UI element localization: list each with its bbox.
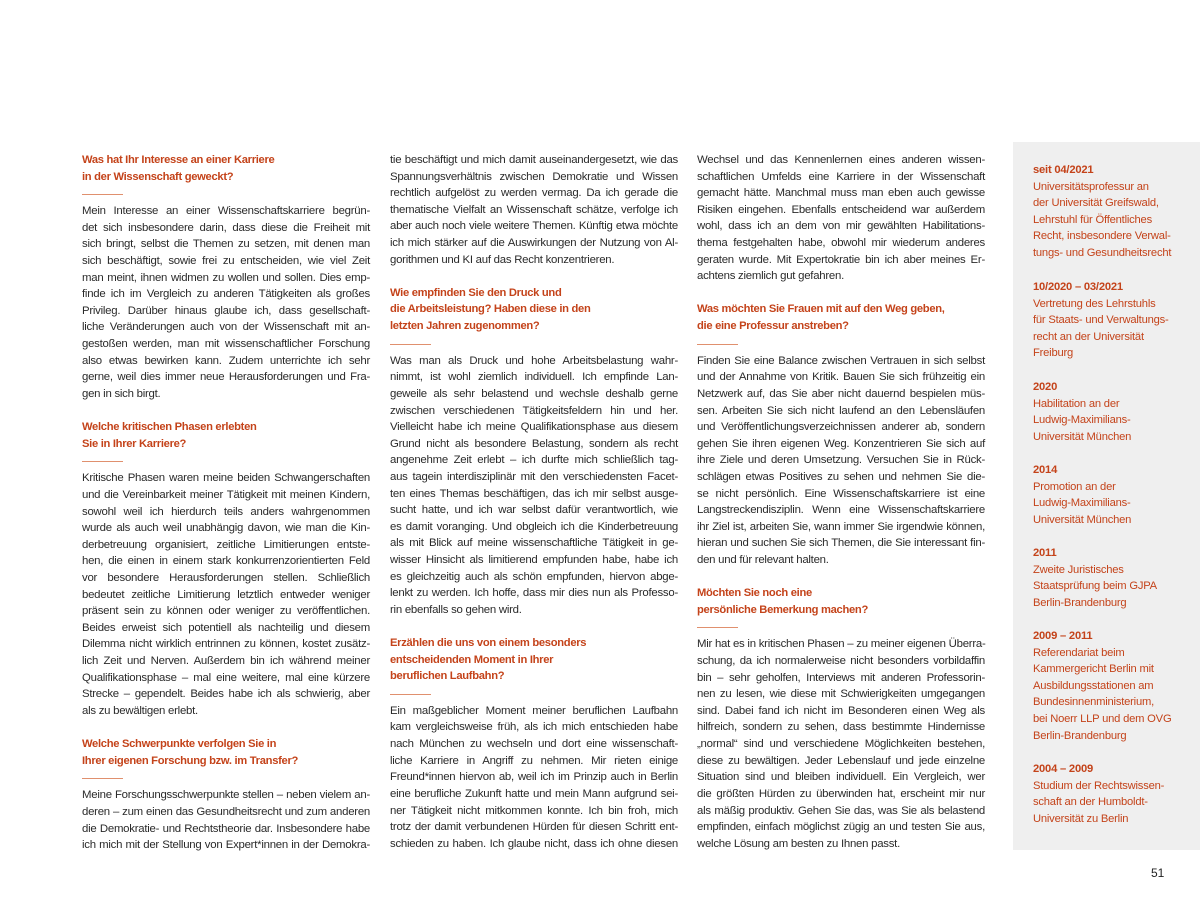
cv-entry-date: 2011 bbox=[1033, 547, 1057, 559]
text-line: und der Annahme von Kritik. Bauen Sie sich frühzeitig ein bbox=[697, 371, 985, 384]
text-line: Vielleicht habe ich meine Qualifikationsphase aus diesem bbox=[390, 421, 678, 434]
text-line: eine berufliche Zukunft hatte und mein Mann aufgrund sei- bbox=[390, 787, 678, 800]
text-line: ten eines Themas beschäftigen, das ich mir selbst ausge- bbox=[390, 487, 678, 500]
cv-entry-line: Habilitation an der bbox=[1033, 397, 1120, 410]
interview-answer bbox=[82, 203, 370, 402]
text-line: die eine Professur anstreben? bbox=[697, 320, 849, 333]
text-line: die Arbeitsleistung? Haben diese in den bbox=[390, 303, 591, 316]
interview-question bbox=[697, 585, 985, 618]
text-line: rin ebenfalls so gehen wird. bbox=[390, 603, 522, 616]
text-line: gen in sich birgt. bbox=[82, 387, 161, 400]
cv-entry-line: Vertretung des Lehrstuhls bbox=[1033, 297, 1156, 310]
text-line: Ihrer eigenen Forschung bzw. im Transfer? bbox=[82, 754, 299, 767]
page-number: 51 bbox=[1151, 866, 1165, 880]
text-line: man meint, ihnen widmen zu wollen und sollen. Dies emp- bbox=[82, 271, 370, 284]
text-line: thema festgehalten habe, obwohl mir wiederum anderes bbox=[697, 237, 985, 250]
text-line: präsent sein zu können oder weniger zu veröffentlichen. bbox=[82, 605, 370, 618]
text-line: hieran und suchen Sie sich Themen, die Sie interessant fin- bbox=[697, 537, 985, 550]
text-line: Situation sind und bleiben individuell. Ein Vergleich, wer bbox=[697, 771, 985, 784]
text-line: empfinden, einfach möglichst zügig an und testen Sie aus, bbox=[697, 821, 985, 834]
cv-entry-line: Ludwig-Maximilians- bbox=[1033, 414, 1131, 427]
text-line: bedeutet zeitliche Limitierung letztlich entweder weniger bbox=[82, 588, 370, 601]
text-line: kam vergleichsweise früh, als ich mich entschieden habe bbox=[390, 721, 678, 734]
text-line: vor besondere Herausforderungen stellen. Schließlich bbox=[82, 572, 370, 584]
text-line: se nicht persönlich. Eine Wissenschaftskarriere ist eine bbox=[697, 487, 985, 500]
text-line: sich bringt, selbst die Themen zu setzen, mit denen man bbox=[82, 238, 370, 251]
interview-question bbox=[82, 736, 370, 769]
text-line: wisser Hinsicht als limitierend empfunden habe, habe ich bbox=[390, 554, 678, 566]
text-line: Möchten Sie noch eine bbox=[697, 587, 812, 600]
text-line: gehen Sie ihren eigenen Weg. Konzentrieren Sie sich auf bbox=[697, 437, 985, 450]
cv-entry-line: schaft an der Humboldt- bbox=[1033, 796, 1148, 809]
cv-entry-line: Berlin-Brandenburg bbox=[1033, 596, 1127, 609]
cv-entry bbox=[1033, 379, 1131, 445]
interview-answer bbox=[697, 353, 985, 569]
cv-entry-line: Freiburg bbox=[1033, 347, 1074, 360]
question-divider bbox=[390, 694, 431, 695]
text-line: Spannungsverhältnis zwischen Demokratie und Wissen bbox=[390, 170, 678, 183]
text-line: schlägen etwas Positives zu sehen und nehmen Sie die- bbox=[697, 470, 985, 483]
text-line: det sich insbesondere darin, dass diese die Freiheit mit bbox=[82, 221, 370, 234]
text-line: gestoßen werden, man mit wissenschaftlicher Forschung bbox=[82, 338, 370, 351]
cv-entry-line: der Universität Greifswald, bbox=[1033, 197, 1159, 210]
text-line: Kritische Phasen waren meine beiden Schwangerschaften bbox=[82, 472, 370, 485]
text-line: wohl, dass ich an dem von mir gewählten Habilitations- bbox=[697, 220, 985, 233]
text-line: Ein maßgeblicher Moment meiner beruflichen Laufbahn bbox=[390, 704, 678, 717]
text-line: geraten wurde. Mit Expertokratie bin ich aber meines Er- bbox=[697, 253, 985, 266]
text-line: ihre Ziele und deren Umsetzung. Versuchen Sie in Rück- bbox=[697, 454, 985, 467]
interview-answer bbox=[390, 703, 678, 852]
text-line: als zu bewältigen erlebt. bbox=[82, 704, 198, 717]
text-line: in der Wissenschaft geweckt? bbox=[82, 170, 234, 183]
cv-entry-line: Recht, insbesondere Verwal- bbox=[1033, 230, 1171, 243]
text-line: rechtlich aufgelöst zu werden vermag. Da ich gerade die bbox=[390, 187, 678, 200]
text-line: Sie in Ihrer Karriere? bbox=[82, 437, 187, 450]
cv-entry bbox=[1033, 279, 1169, 362]
text-line: lich Zeit und Nerven. Außerdem bin ich während meiner bbox=[82, 655, 370, 668]
text-line: Mein Interesse an einer Wissenschaftskarriere begrün- bbox=[82, 205, 370, 218]
text-line: Dilemma nicht wirklich entrinnen zu können, kostet zusätz- bbox=[82, 638, 370, 651]
cv-entry-line: für Staats- und Verwaltungs- bbox=[1033, 314, 1169, 327]
text-line: es damit voranging. Und obgleich ich die Kinderbetreuung bbox=[390, 520, 678, 533]
question-divider bbox=[697, 627, 738, 628]
cv-entry-date: seit 04/2021 bbox=[1033, 164, 1094, 176]
text-line: Erzählen die uns von einem besonders bbox=[390, 637, 587, 650]
interview-answer bbox=[82, 787, 370, 853]
text-line: ihr Ziel ist, arbeiten Sie, wann immer Sie irgendwie können, bbox=[697, 520, 985, 533]
cv-entry-date: 10/2020 – 03/2021 bbox=[1033, 281, 1123, 293]
text-line: schaftlichen Umfelds eine Karriere in der Wissenschaft bbox=[697, 170, 985, 183]
text-line: Mir hat es in kritischen Phasen – zu meiner eigenen Überra- bbox=[697, 638, 986, 651]
text-line: Strecke – gependelt. Beides habe ich als schwierig, aber bbox=[82, 688, 370, 701]
text-line: Netzwerk auf, das Sie aber nicht dauernd bespielen müs- bbox=[697, 387, 985, 400]
text-line: derbetreuung organisiert, zeitliche Limitierungen entste- bbox=[82, 538, 370, 551]
cv-entry-line: bei Noerr LLP und dem OVG bbox=[1033, 712, 1172, 725]
text-line: persönliche Bemerkung machen? bbox=[697, 603, 868, 616]
interview-question bbox=[697, 301, 985, 334]
cv-entry-date: 2014 bbox=[1033, 464, 1058, 476]
text-line: den und für relevant halten. bbox=[697, 554, 829, 566]
cv-entry-date: 2009 – 2011 bbox=[1033, 630, 1093, 642]
text-line: es gleichzeitig auch als schön empfunden, hiervon abge- bbox=[390, 570, 678, 583]
text-line: ner Tätigkeit nicht mitkommen konnte. Ich bin froh, mich bbox=[390, 804, 678, 817]
text-line: Finden Sie eine Balance zwischen Vertrauen in sich selbst bbox=[697, 354, 985, 367]
text-line: Grund nicht als besondere Belastung, sondern als recht bbox=[390, 437, 678, 450]
text-line: geweile als sehr belastend und wechsle deshalb gerne bbox=[390, 387, 678, 400]
text-line: sucht hatte, und ich war selbst dafür verantwortlich, wie bbox=[390, 504, 678, 517]
text-line: Welche kritischen Phasen erlebten bbox=[82, 421, 257, 434]
text-line: hen, die einen in einem stark konkurrenzorientierten Feld bbox=[82, 555, 370, 568]
interview-answer bbox=[697, 636, 985, 852]
text-line: gorithmen und KI auf das Recht konzentrieren. bbox=[390, 253, 615, 266]
text-line: liche Karriere in Angriff zu nehmen. Mir rieten einige bbox=[390, 754, 678, 767]
text-line: also etwas bewirken kann. Zudem unterrichte ich sehr bbox=[82, 354, 370, 367]
cv-entry-line: Promotion an der bbox=[1033, 480, 1116, 493]
text-line: als mäßig produktiv. Gehen Sie das, was Sie als belastend bbox=[697, 804, 985, 817]
interview-question bbox=[390, 635, 678, 685]
text-line: Was man als Druck und hohe Arbeitsbelastung wahr- bbox=[390, 354, 678, 367]
text-column-2 bbox=[390, 152, 678, 869]
cv-entry bbox=[1033, 628, 1171, 744]
interview-question bbox=[82, 419, 370, 452]
cv-entry bbox=[1033, 545, 1157, 611]
text-line: Beides erweist sich potentiell als nachteilig und diesem bbox=[82, 621, 370, 634]
text-line: Risiken eingehen. Ebenfalls entscheidend war außerdem bbox=[697, 203, 985, 216]
text-line: Wechsel und das Kennenlernen eines anderen wissen- bbox=[697, 154, 985, 166]
text-line: hilfreich, sondern zu sehen, dass bestimmte Hindernisse bbox=[697, 721, 985, 734]
text-line: „normal“ sind und verschiedene Möglichkeiten bestehen, bbox=[697, 738, 985, 751]
text-line: lenkt zu werden. Ich hoffe, dass mir dies nun als Professo- bbox=[390, 587, 678, 600]
text-line: angenehme Zeit erlebt – ich durfte mich schließlich tag- bbox=[390, 454, 678, 467]
interview-answer bbox=[390, 353, 678, 619]
cv-entry-line: recht an der Universität bbox=[1033, 330, 1144, 343]
text-line: finde ich im Vergleich zu anderen Tätigkeiten als großes bbox=[82, 288, 370, 301]
cv-entry-line: Berlin-Brandenburg bbox=[1033, 729, 1127, 742]
text-line: die größten Hürden zu überwinden hat, erscheint mir nur bbox=[697, 787, 985, 800]
text-line: ich mich mit der Stellung von Expert*innen in der Demokra- bbox=[82, 839, 370, 852]
cv-entry-line: Universität München bbox=[1033, 513, 1132, 526]
question-divider bbox=[82, 194, 123, 195]
cv-entry-line: Zweite Juristisches bbox=[1033, 563, 1124, 576]
text-line: wurde als auch weil unabhängig davon, wie man die Kin- bbox=[82, 522, 370, 535]
cv-entry-line: Kammergericht Berlin mit bbox=[1033, 663, 1154, 676]
text-line: ich mich stärker auf die Auswirkungen der Nutzung von Al- bbox=[390, 237, 678, 250]
cv-entry bbox=[1033, 761, 1164, 827]
cv-entry-line: tungs- und Gesundheitsrecht bbox=[1033, 246, 1172, 259]
cv-entry bbox=[1033, 462, 1131, 528]
interview-answer bbox=[82, 470, 370, 719]
text-line: als mit Blick auf meine wissenschaftliche Tätigkeit in ge- bbox=[390, 537, 678, 550]
text-line: nen zu lesen, wie diese mit Schwierigkeiten umgegangen bbox=[697, 688, 985, 701]
text-line: sich beschäftigt, sowie frei zu entscheiden, wie viel Zeit bbox=[82, 255, 370, 268]
text-line: aber auch noch viele weitere Themen. Künftig etwa möchte bbox=[390, 220, 678, 233]
text-line: Was möchten Sie Frauen mit auf den Weg geben, bbox=[697, 303, 945, 316]
text-line: achtens ziemlich gut gefahren. bbox=[697, 270, 844, 283]
text-line: Langstreckendisziplin. Wenn eine Wissenschaftskarriere bbox=[697, 504, 985, 517]
text-line: gerne, weil dies immer neue Herausforderungen und Fra- bbox=[82, 371, 370, 384]
interview-answer bbox=[390, 152, 678, 268]
cv-entry-line: Staatsprüfung beim GJPA bbox=[1033, 580, 1157, 593]
text-line: sowohl weil ich hierdurch teils anders wahrgenommen bbox=[82, 505, 370, 518]
text-line: welche Lösung am besten zu Ihnen passt. bbox=[697, 837, 901, 850]
cv-entry-line: Ludwig-Maximilians- bbox=[1033, 497, 1131, 510]
cv-entry-date: 2004 – 2009 bbox=[1033, 763, 1094, 775]
text-line: deren – zum einen das Gesundheitsrecht und zum anderen bbox=[82, 805, 370, 818]
interview-answer bbox=[697, 152, 985, 285]
cv-entry-line: Bundesinnenministerium, bbox=[1033, 696, 1155, 709]
cv-entry-line: Studium der Rechtswissen- bbox=[1033, 779, 1165, 792]
cv-entry-line: Universität München bbox=[1033, 430, 1132, 443]
text-line: sind. Dabei fand ich nicht im Besonderen einen Weg als bbox=[697, 704, 985, 717]
text-line: liche Veränderungen auch von der Wissenschaft mit an- bbox=[82, 321, 370, 334]
cv-entry-line: Referendariat beim bbox=[1033, 646, 1125, 659]
text-line: schung, da ich normalerweise nicht besonders vorbildaffin bbox=[697, 655, 985, 668]
text-line: letzten Jahren zugenommen? bbox=[390, 320, 540, 333]
text-line: diese zu bewältigen. Jeder Lebenslauf und jede einzelne bbox=[697, 754, 985, 767]
text-line: entscheidenden Moment in Ihrer bbox=[390, 653, 554, 666]
text-line: Was hat Ihr Interesse an einer Karriere bbox=[82, 154, 275, 166]
text-line: Welche Schwerpunkte verfolgen Sie in bbox=[82, 738, 277, 751]
cv-entry-line: Universität zu Berlin bbox=[1033, 812, 1129, 825]
text-line: trotz der damit verbundenen Hürden für diesen Schritt ent- bbox=[390, 821, 678, 834]
text-line: Freund*innen hiervon ab, weil ich im Prinzip auch in Berlin bbox=[390, 771, 678, 784]
question-divider bbox=[82, 461, 123, 462]
question-divider bbox=[390, 344, 431, 345]
text-line: nach München zu wechseln und dort eine wissenschaft- bbox=[390, 738, 678, 751]
text-line: sen. Arbeiten Sie sich nicht laufend an den Lebensläufen bbox=[697, 404, 985, 417]
text-column-1 bbox=[82, 152, 370, 870]
cv-entry-line: Ausbildungsstationen am bbox=[1033, 679, 1154, 692]
cv-entry-date: 2020 bbox=[1033, 381, 1058, 393]
text-line: die Demokratie- und Rechtstheorie dar. Insbesondere habe bbox=[82, 822, 370, 835]
cv-entry bbox=[1033, 162, 1171, 262]
question-divider bbox=[697, 344, 738, 345]
text-column-3 bbox=[697, 152, 985, 869]
text-line: und die Vereinbarkeit meiner Tätigkeit mit meinen Kindern, bbox=[82, 488, 370, 501]
text-line: gemacht hätte. Manchmal muss man eben auch gewisse bbox=[697, 187, 985, 200]
text-line: tie beschäftigt und mich damit auseinandergesetzt, wie das bbox=[390, 154, 678, 166]
text-line: thematische Vielfalt an Wissenschaft schätze, verfolge ich bbox=[390, 203, 678, 216]
text-line: zwischen verschiedenen Tätigkeitsfeldern hin und her. bbox=[390, 404, 678, 417]
interview-question bbox=[82, 152, 370, 185]
text-line: aus tagein interdisziplinär mit den verschiedensten Facet- bbox=[390, 470, 678, 483]
text-line: Qualifikationsphase – mal eine weitere, mal eine kürzere bbox=[82, 671, 370, 684]
text-line: Wie empfinden Sie den Druck und bbox=[390, 286, 562, 299]
text-line: schieden zu haben. Ich glaube nicht, dass ich ohne diesen bbox=[390, 837, 678, 850]
text-line: bin – sehr geholfen, Interviews mit anderen Professorin- bbox=[697, 671, 985, 684]
text-line: nimmt, ist wohl ziemlich individuell. Ich empfinde Lan- bbox=[390, 371, 678, 384]
question-divider bbox=[82, 778, 123, 779]
cv-sidebar bbox=[1013, 142, 1200, 850]
cv-entry-line: Lehrstuhl für Öffentliches bbox=[1033, 213, 1152, 226]
interview-question bbox=[390, 285, 678, 335]
text-line: beruflichen Laufbahn? bbox=[390, 670, 505, 683]
text-line: und Veröffentlichungsverzeichnissen anderer ab, sondern bbox=[697, 421, 985, 434]
text-line: Meine Forschungsschwerpunkte stellen – neben vielem an- bbox=[82, 789, 370, 802]
text-line: Privileg. Darüber hinaus glaube ich, dass gesellschaft- bbox=[82, 304, 370, 317]
cv-entry-line: Universitätsprofessur an bbox=[1033, 180, 1149, 193]
